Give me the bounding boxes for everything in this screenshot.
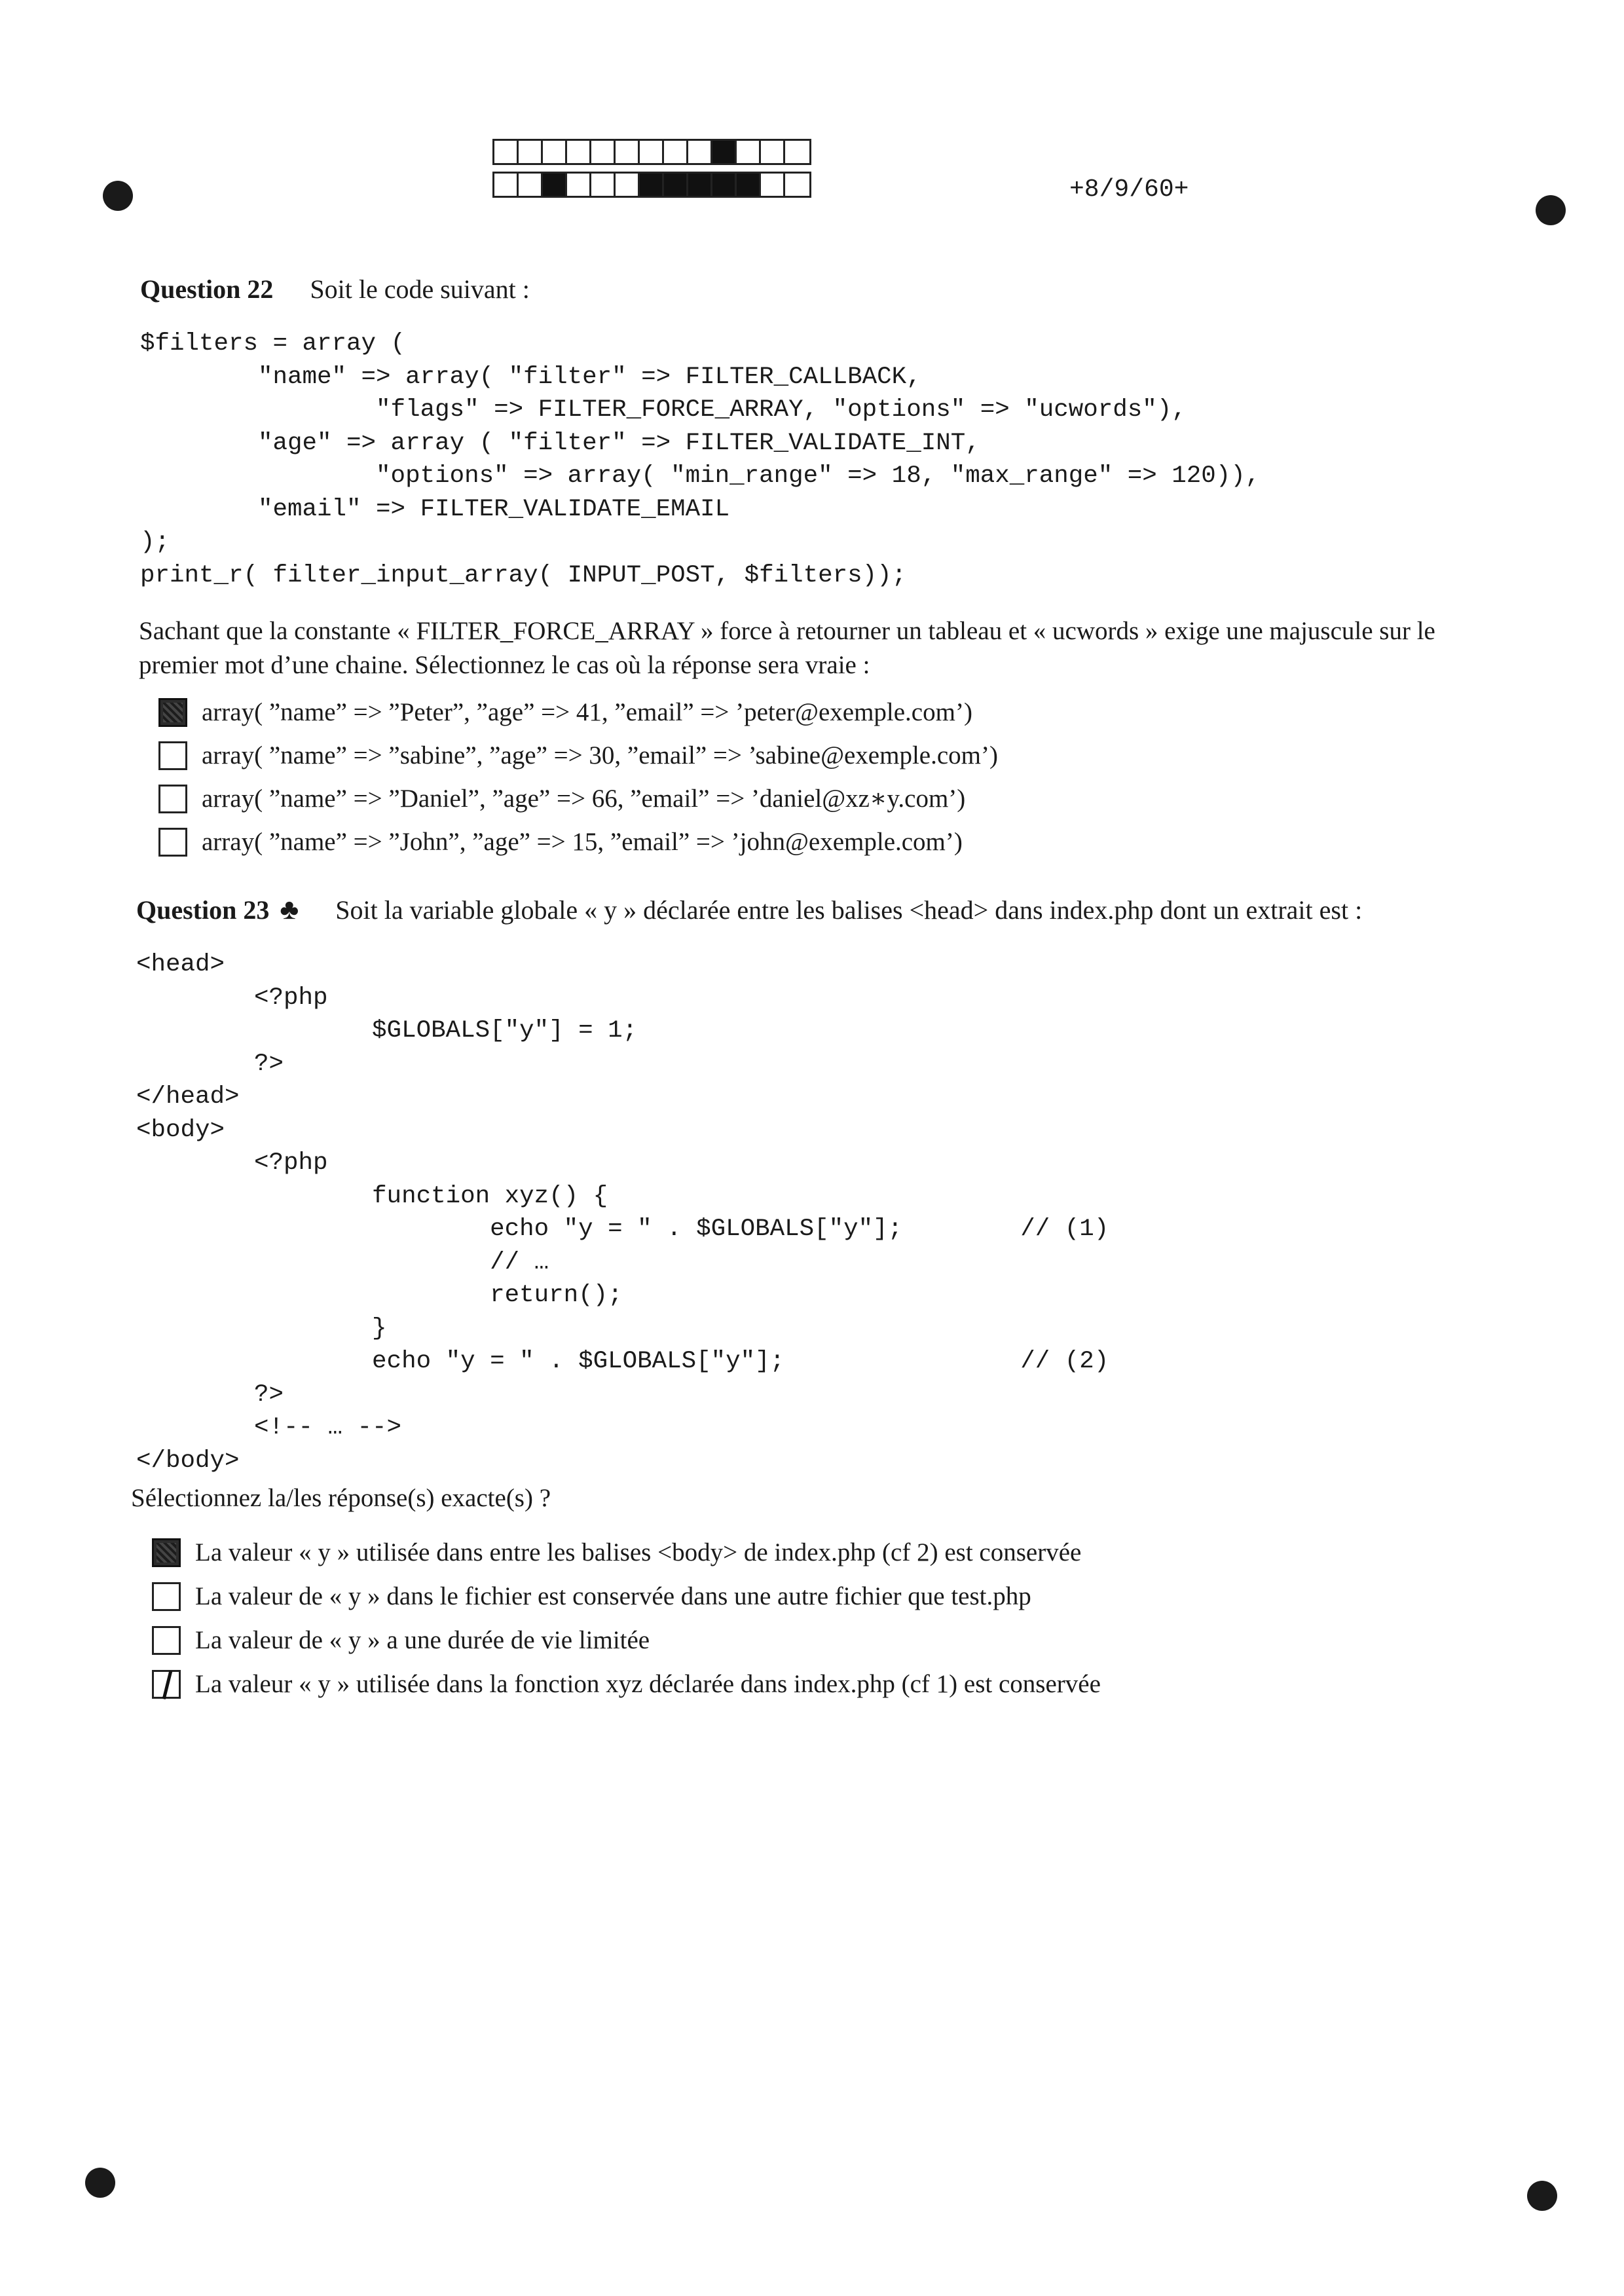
q22-prompt: Soit le code suivant : [310, 274, 530, 304]
registration-dot-bottom-left [85, 2168, 115, 2198]
q23-code-line: echo "y = " . $GLOBALS["y"]; // (2) [136, 1348, 1109, 1375]
barcode-cell [712, 174, 737, 196]
q23-code-block [136, 948, 1109, 1477]
q22-code-line: ); [140, 528, 170, 556]
q22-code-line: "options" => array( "min_range" => 18, "max_range" => 120)), [140, 462, 1261, 490]
q23-code-line: <head> [136, 951, 225, 978]
registration-dot-top-right [1536, 195, 1566, 225]
answer-checkbox[interactable] [158, 698, 187, 727]
q23-heading [136, 893, 1362, 926]
barcode-cell [737, 174, 761, 196]
answer-label: array( ”name” => ”John”, ”age” => 15, ”email” => ’john@exemple.com’) [202, 828, 963, 856]
q23-code-line: } [136, 1314, 387, 1342]
barcode-cell [761, 141, 785, 163]
q23-code-line: $GLOBALS["y"] = 1; [136, 1017, 638, 1045]
barcode-cell [543, 141, 567, 163]
q22-code-line: print_r( filter_input_array( INPUT_POST, $filters)); [140, 561, 907, 589]
barcode-cell [494, 174, 519, 196]
q23-option-3 [152, 1625, 650, 1655]
q22-number: Question 22 [140, 274, 274, 304]
q23-code-line: return(); [136, 1282, 623, 1309]
q22-option-4 [158, 827, 963, 857]
barcode-cell [591, 174, 616, 196]
answer-label: array( ”name” => ”Peter”, ”age” => 41, ”email” => ’peter@exemple.com’) [202, 698, 972, 726]
q23-code-line: // … [136, 1248, 549, 1276]
q23-code-line: </head> [136, 1083, 240, 1111]
q22-code-line: "flags" => FILTER_FORCE_ARRAY, "options" => "ucwords"), [140, 396, 1187, 424]
q23-select-text: Sélectionnez la/les réponse(s) exacte(s) ? [131, 1484, 551, 1512]
answer-label: La valeur « y » utilisée dans la fonction xyz déclarée dans index.php (cf 1) est conservée [195, 1670, 1101, 1698]
q22-code-block [140, 327, 1260, 592]
answer-checkbox[interactable] [152, 1670, 181, 1699]
barcode-cell [712, 141, 737, 163]
barcode-row-top [492, 139, 811, 165]
answer-checkbox[interactable] [158, 785, 187, 813]
barcode-cell [785, 141, 809, 163]
q23-code-line: <?php [136, 984, 328, 1012]
q22-text-line2: premier mot d’une chaine. Sélectionnez le cas où la réponse sera vraie : [139, 651, 870, 679]
q23-number [136, 895, 299, 925]
q22-heading [140, 274, 530, 305]
q23-code-line: echo "y = " . $GLOBALS["y"]; // (1) [136, 1215, 1109, 1243]
answer-checkbox[interactable] [158, 828, 187, 857]
barcode-cell [543, 174, 567, 196]
q23-option-1 [152, 1538, 1081, 1567]
q22-code-line: "email" => FILTER_VALIDATE_EMAIL [140, 495, 730, 523]
barcode-cell [737, 141, 761, 163]
q23-code-line: <body> [136, 1116, 225, 1144]
q22-text [139, 614, 1435, 682]
page-id: +8/9/60+ [1069, 176, 1189, 204]
answer-label: array( ”name” => ”Daniel”, ”age” => 66, ”email” => ’daniel@xz∗y.com’) [202, 785, 966, 813]
barcode-cell [616, 174, 640, 196]
q22-code-line: "name" => array( "filter" => FILTER_CALLBACK, [140, 363, 921, 391]
barcode-cell [567, 174, 591, 196]
barcode-cell [664, 174, 688, 196]
answer-label: La valeur de « y » dans le fichier est conservée dans une autre fichier que test.php [195, 1582, 1031, 1610]
answer-label: La valeur « y » utilisée dans entre les balises <body> de index.php (cf 2) est conservée [195, 1538, 1082, 1566]
club-icon: ♣ [280, 893, 299, 925]
q23-option-2 [152, 1582, 1031, 1611]
barcode-cell [688, 141, 712, 163]
q22-option-2 [158, 741, 998, 770]
q23-code-line: ?> [136, 1050, 284, 1078]
q22-option-1 [158, 697, 972, 727]
q23-code-line: ?> [136, 1380, 284, 1409]
answer-label: array( ”name” => ”sabine”, ”age” => 30, ”email” => ’sabine@exemple.com’) [202, 741, 998, 769]
registration-dot-top-left [103, 181, 133, 211]
answer-checkbox[interactable] [158, 741, 187, 770]
barcode-cell [785, 174, 809, 196]
q23-option-4 [152, 1669, 1101, 1699]
barcode-cell [519, 141, 543, 163]
q23-prompt: Soit la variable globale « y » déclarée entre les balises <head> dans index.php dont un extrait est : [335, 895, 1363, 925]
barcode-cell [761, 174, 785, 196]
barcode-cell [640, 174, 664, 196]
q23-code-line: <!-- … --> [136, 1414, 402, 1441]
q23-code-line: <?php [136, 1149, 328, 1177]
barcode-cell [591, 141, 616, 163]
answer-checkbox[interactable] [152, 1582, 181, 1611]
q23-code-line: function xyz() { [136, 1182, 608, 1210]
q22-text-line1: Sachant que la constante « FILTER_FORCE_ARRAY » force à retourner un tableau et « ucwords » exige une majuscule sur le [139, 617, 1435, 645]
q23-code-line: </body> [136, 1447, 240, 1475]
answer-label: La valeur de « y » a une durée de vie limitée [195, 1626, 650, 1654]
q22-option-3 [158, 784, 965, 813]
barcode-cell [688, 174, 712, 196]
barcode-cell [640, 141, 664, 163]
q23-number-text: Question 23 [136, 895, 270, 925]
barcode-cell [494, 141, 519, 163]
q22-code-line: $filters = array ( [140, 330, 406, 358]
barcode-cell [567, 141, 591, 163]
registration-dot-bottom-right [1527, 2181, 1557, 2211]
answer-checkbox[interactable] [152, 1626, 181, 1655]
barcode-row-bottom [492, 172, 811, 198]
barcode-cell [519, 174, 543, 196]
barcode-cell [664, 141, 688, 163]
barcode-cell [616, 141, 640, 163]
answer-checkbox[interactable] [152, 1538, 181, 1567]
q22-code-line: "age" => array ( "filter" => FILTER_VALIDATE_INT, [140, 429, 980, 457]
